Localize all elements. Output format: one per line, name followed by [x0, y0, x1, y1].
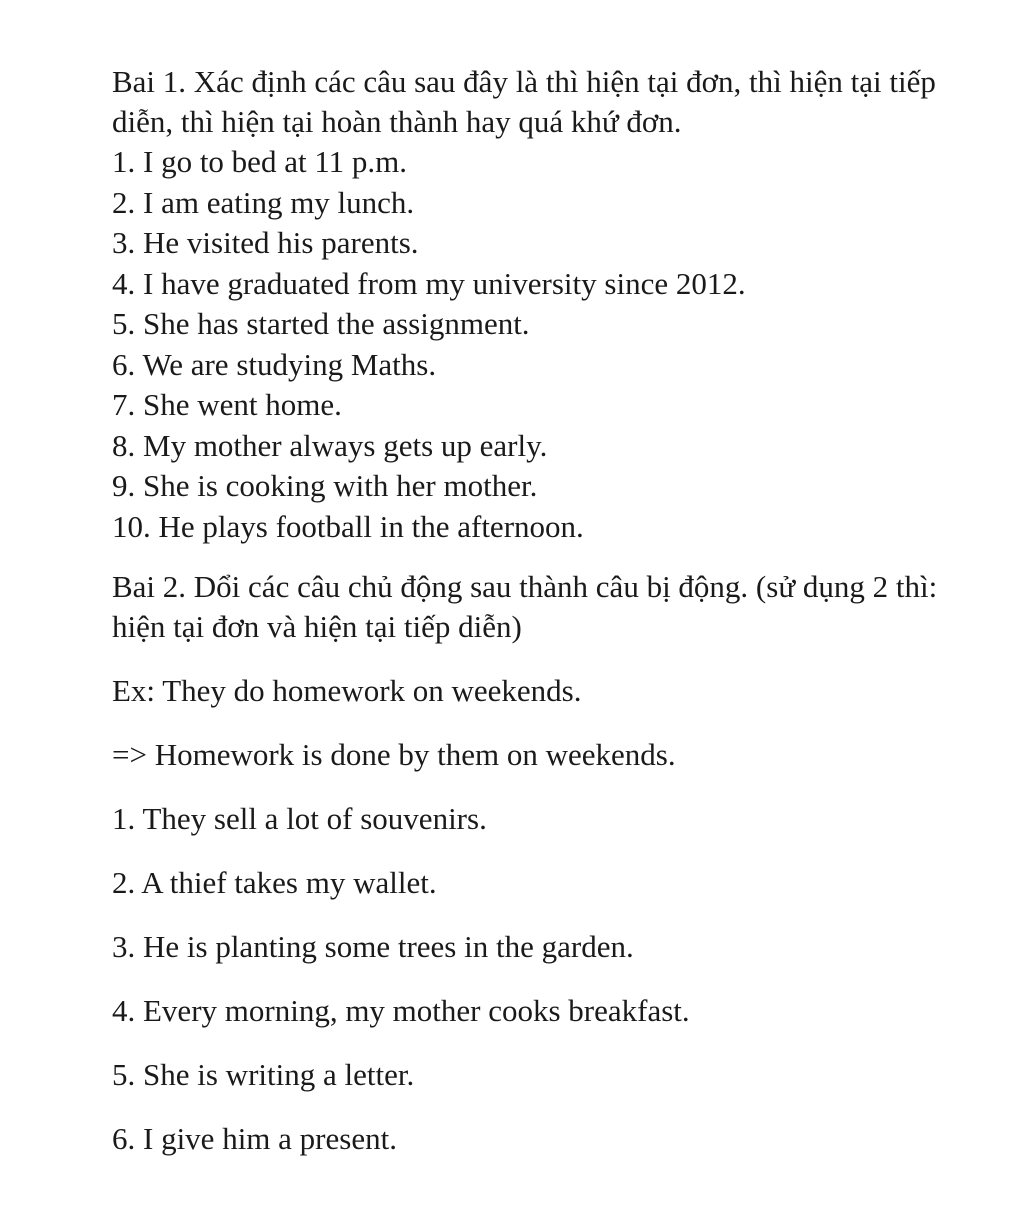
worksheet	[112, 62, 992, 1159]
exercise2-item: 4. Every morning, my mother cooks breakfast.	[112, 993, 690, 1028]
exercise2-example-answer: => Homework is done by them on weekends.	[112, 737, 676, 772]
exercise2-example: Ex: They do homework on weekends.	[112, 673, 582, 708]
exercise2-item: 6. I give him a present.	[112, 1121, 397, 1156]
exercise2-list	[112, 671, 992, 1159]
exercise1-item: 8. My mother always gets up early.	[112, 427, 548, 463]
exercise1-item: 1. I go to bed at 11 p.m.	[112, 144, 408, 179]
exercise1-title: Bai 1. Xác định các câu sau đây là thì hiện tại đơn, thì hiện tại tiếp diễn, thì hiện tại hoàn thành hay quá khứ đơn.	[112, 64, 936, 139]
exercise2-item: 1. They sell a lot of souvenirs.	[112, 801, 487, 836]
exercise1-item: 9. She is cooking with her mother.	[112, 468, 538, 503]
exercise1-item: 2. I am eating my lunch.	[112, 184, 415, 220]
exercise1-item: 7. She went home.	[112, 387, 342, 422]
exercise2-item: 2. A thief takes my wallet.	[112, 865, 437, 900]
exercise1-list	[112, 142, 992, 547]
exercise1-item: 5. She has started the assignment.	[112, 306, 530, 341]
exercise2-item: 5. She is writing a letter.	[112, 1057, 415, 1092]
exercise1-item: 4. I have graduated from my university since 2012.	[112, 265, 746, 301]
exercise2-item: 3. He is planting some trees in the garden.	[112, 929, 634, 964]
exercise1-item: 6. We are studying Maths.	[112, 346, 437, 382]
exercise1-item: 3. He visited his parents.	[112, 225, 419, 260]
exercise2-title: Bai 2. Dổi các câu chủ động sau thành câu bị động. (sử dụng 2 thì: hiện tại đơn và hiện tại tiếp diễn)	[112, 569, 938, 644]
exercise1-item: 10. He plays football in the afternoon.	[112, 508, 584, 544]
